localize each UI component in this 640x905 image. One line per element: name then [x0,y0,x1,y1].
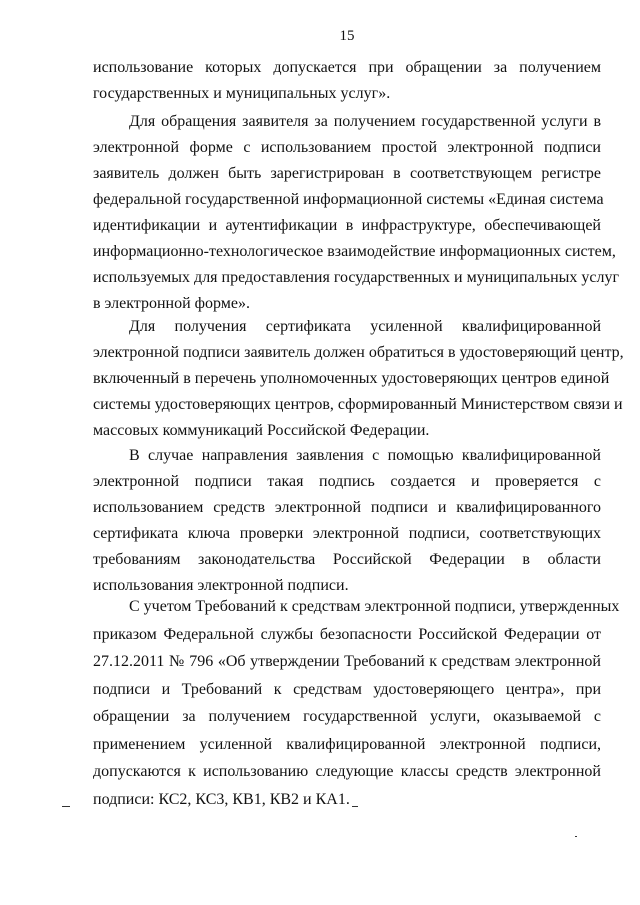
scan-mark [575,836,577,837]
text-line: информационно-технологическое взаимодействие информационных систем, [93,243,616,260]
text-line: 27.12.2011 № 796 «Об утверждении Требований к средствам электронной [93,653,601,670]
text-line: в электронной форме». [93,295,251,312]
text-line: массовых коммуникаций Российской Федерации. [93,422,430,439]
text-line: допускаются к использованию следующие классы средств электронной [93,763,601,780]
text-line: используемых для предоставления государственных и муниципальных услуг [93,269,620,286]
text-line: включенный в перечень уполномоченных удостоверяющих центров единой [93,370,610,387]
scan-mark [352,806,358,807]
text-line: электронной подписи заявитель должен обратиться в удостоверяющий центр, [93,344,624,361]
text-line: применением усиленной квалифицированной электронной подписи, [93,735,601,753]
text-line: Для обращения заявителя за получением государственной услуги в [129,113,601,130]
text-line: В случае направления заявления с помощью квалифицированной [129,447,601,464]
text-line: С учетом Требований к средствам электронной подписи, утвержденных [129,598,620,615]
text-line: подписи: КС2, КС3, КВ1, КВ2 и КА1. [93,790,350,808]
paragraph-4 [93,443,601,599]
text-line: сертификата ключа проверки электронной подписи, соответствующих [93,525,601,542]
paragraph-5 [93,593,620,813]
text-line: использованием средств электронной подписи и квалифицированного [93,499,601,516]
paragraph-1 [93,55,601,107]
text-line: использования электронной подписи. [93,577,349,594]
text-line: заявитель должен быть зарегистрирован в соответствующем регистре [93,165,601,182]
text-line: обращении за получением государственной услуги, оказываемой с [93,708,601,725]
text-line: электронной подписи такая подпись создается и проверяется с [93,473,601,490]
page-number: 15 [339,28,355,44]
scan-mark [62,806,70,807]
text-line: государственных и муниципальных услуг». [93,85,391,102]
text-line: использование которых допускается при обращении за получением [93,59,601,76]
paragraph-2 [93,109,620,317]
text-line: приказом Федеральной службы безопасности Российской Федерации от [93,625,601,643]
text-line: требованиям законодательства Российской Федерации в области [93,551,601,568]
text-line: системы удостоверяющих центров, сформированный Министерством связи и [93,396,623,413]
text-line: идентификации и аутентификации в инфраструктуре, обеспечивающей [93,217,601,234]
text-line: Для получения сертификата усиленной квалифицированной [129,318,601,335]
text-line: федеральной государственной информационной системы «Единая система [93,191,604,208]
text-line: электронной форме с использованием простой электронной подписи [93,139,601,156]
paragraph-3 [93,314,624,444]
text-line: подписи и Требований к средствам удостоверяющего центра», при [93,680,601,698]
